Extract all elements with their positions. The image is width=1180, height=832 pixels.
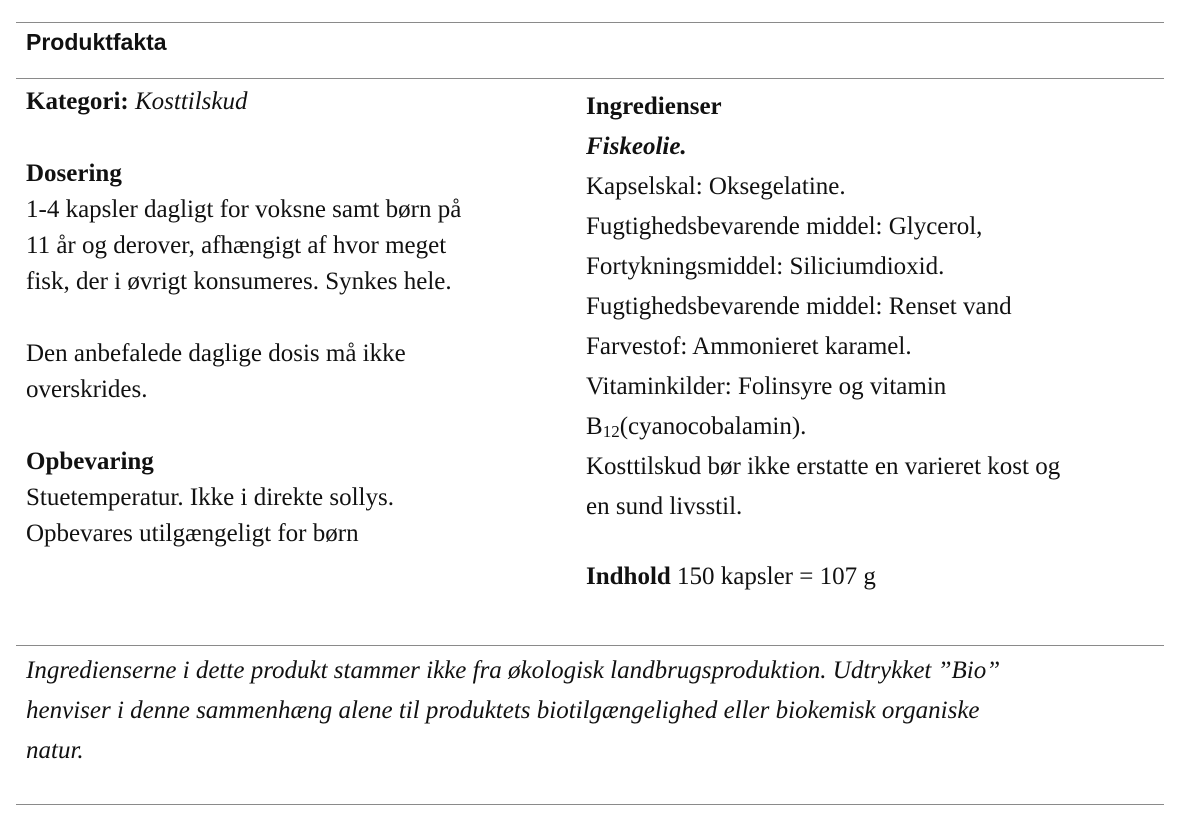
top-rule bbox=[16, 22, 1164, 23]
dosage-heading: Dosering bbox=[26, 160, 122, 187]
footnote-line: natur. bbox=[26, 737, 84, 764]
footnote-top-rule bbox=[16, 645, 1164, 646]
ingredient-line: Fugtighedsbevarende middel: Glycerol, bbox=[586, 213, 983, 240]
content-label: Indhold bbox=[586, 563, 671, 590]
advice-line: Kosttilskud bør ikke erstatte en varieret kost og bbox=[586, 453, 1061, 480]
right-column bbox=[586, 87, 1156, 597]
dosage-warning: Den anbefalede daglige dosis må ikke bbox=[26, 340, 406, 367]
vitamin-b12-line bbox=[586, 407, 1156, 447]
spacer bbox=[586, 527, 1156, 557]
dosage-warning: overskrides. bbox=[26, 376, 148, 403]
main-ingredient: Fiskeolie. bbox=[586, 133, 687, 160]
ingredient-line: Fugtighedsbevarende middel: Renset vand bbox=[586, 293, 1012, 320]
ingredient-line: Vitaminkilder: Folinsyre og vitamin bbox=[586, 373, 947, 400]
category-value: Kosttilskud bbox=[134, 88, 248, 115]
content-value: 150 kapsler = 107 g bbox=[677, 563, 876, 590]
vitamin-b-prefix: B bbox=[586, 413, 603, 440]
storage-text: Opbevares utilgængeligt for børn bbox=[26, 520, 359, 547]
footnote-line: henviser i denne sammenhæng alene til produktets biotilgængelighed eller biokemisk organiske bbox=[26, 697, 980, 724]
ingredient-line: Kapselskal: Oksegelatine. bbox=[586, 173, 846, 200]
spacer bbox=[26, 408, 556, 444]
content-line bbox=[586, 557, 1156, 597]
spacer bbox=[26, 120, 556, 156]
footnote bbox=[26, 651, 1166, 771]
dosage-text: 1-4 kapsler dagligt for voksne samt børn på bbox=[26, 196, 462, 223]
footnote-line: Ingredienserne i dette produkt stammer ikke fra økologisk landbrugsproduktion. Udtrykket ”Bio” bbox=[26, 657, 1001, 684]
category-label: Kategori: bbox=[26, 88, 129, 115]
bottom-rule bbox=[16, 804, 1164, 805]
category-line bbox=[26, 84, 556, 120]
storage-text: Stuetemperatur. Ikke i direkte sollys. bbox=[26, 484, 394, 511]
dosage-text: fisk, der i øvrigt konsumeres. Synkes hele. bbox=[26, 268, 452, 295]
header-rule bbox=[16, 78, 1164, 79]
vitamin-b-suffix: (cyanocobalamin). bbox=[619, 413, 807, 440]
dosage-text: 11 år og derover, afhængigt af hvor meget bbox=[26, 232, 447, 259]
storage-heading: Opbevaring bbox=[26, 448, 154, 475]
section-title: Produktfakta bbox=[26, 29, 167, 55]
vitamin-b-subscript: 12 bbox=[602, 422, 620, 441]
ingredient-line: Fortykningsmiddel: Siliciumdioxid. bbox=[586, 253, 945, 280]
advice-line: en sund livsstil. bbox=[586, 493, 743, 520]
ingredients-heading: Ingredienser bbox=[586, 93, 722, 120]
spacer bbox=[26, 300, 556, 336]
left-column bbox=[26, 84, 556, 552]
ingredient-line: Farvestof: Ammonieret karamel. bbox=[586, 333, 912, 360]
